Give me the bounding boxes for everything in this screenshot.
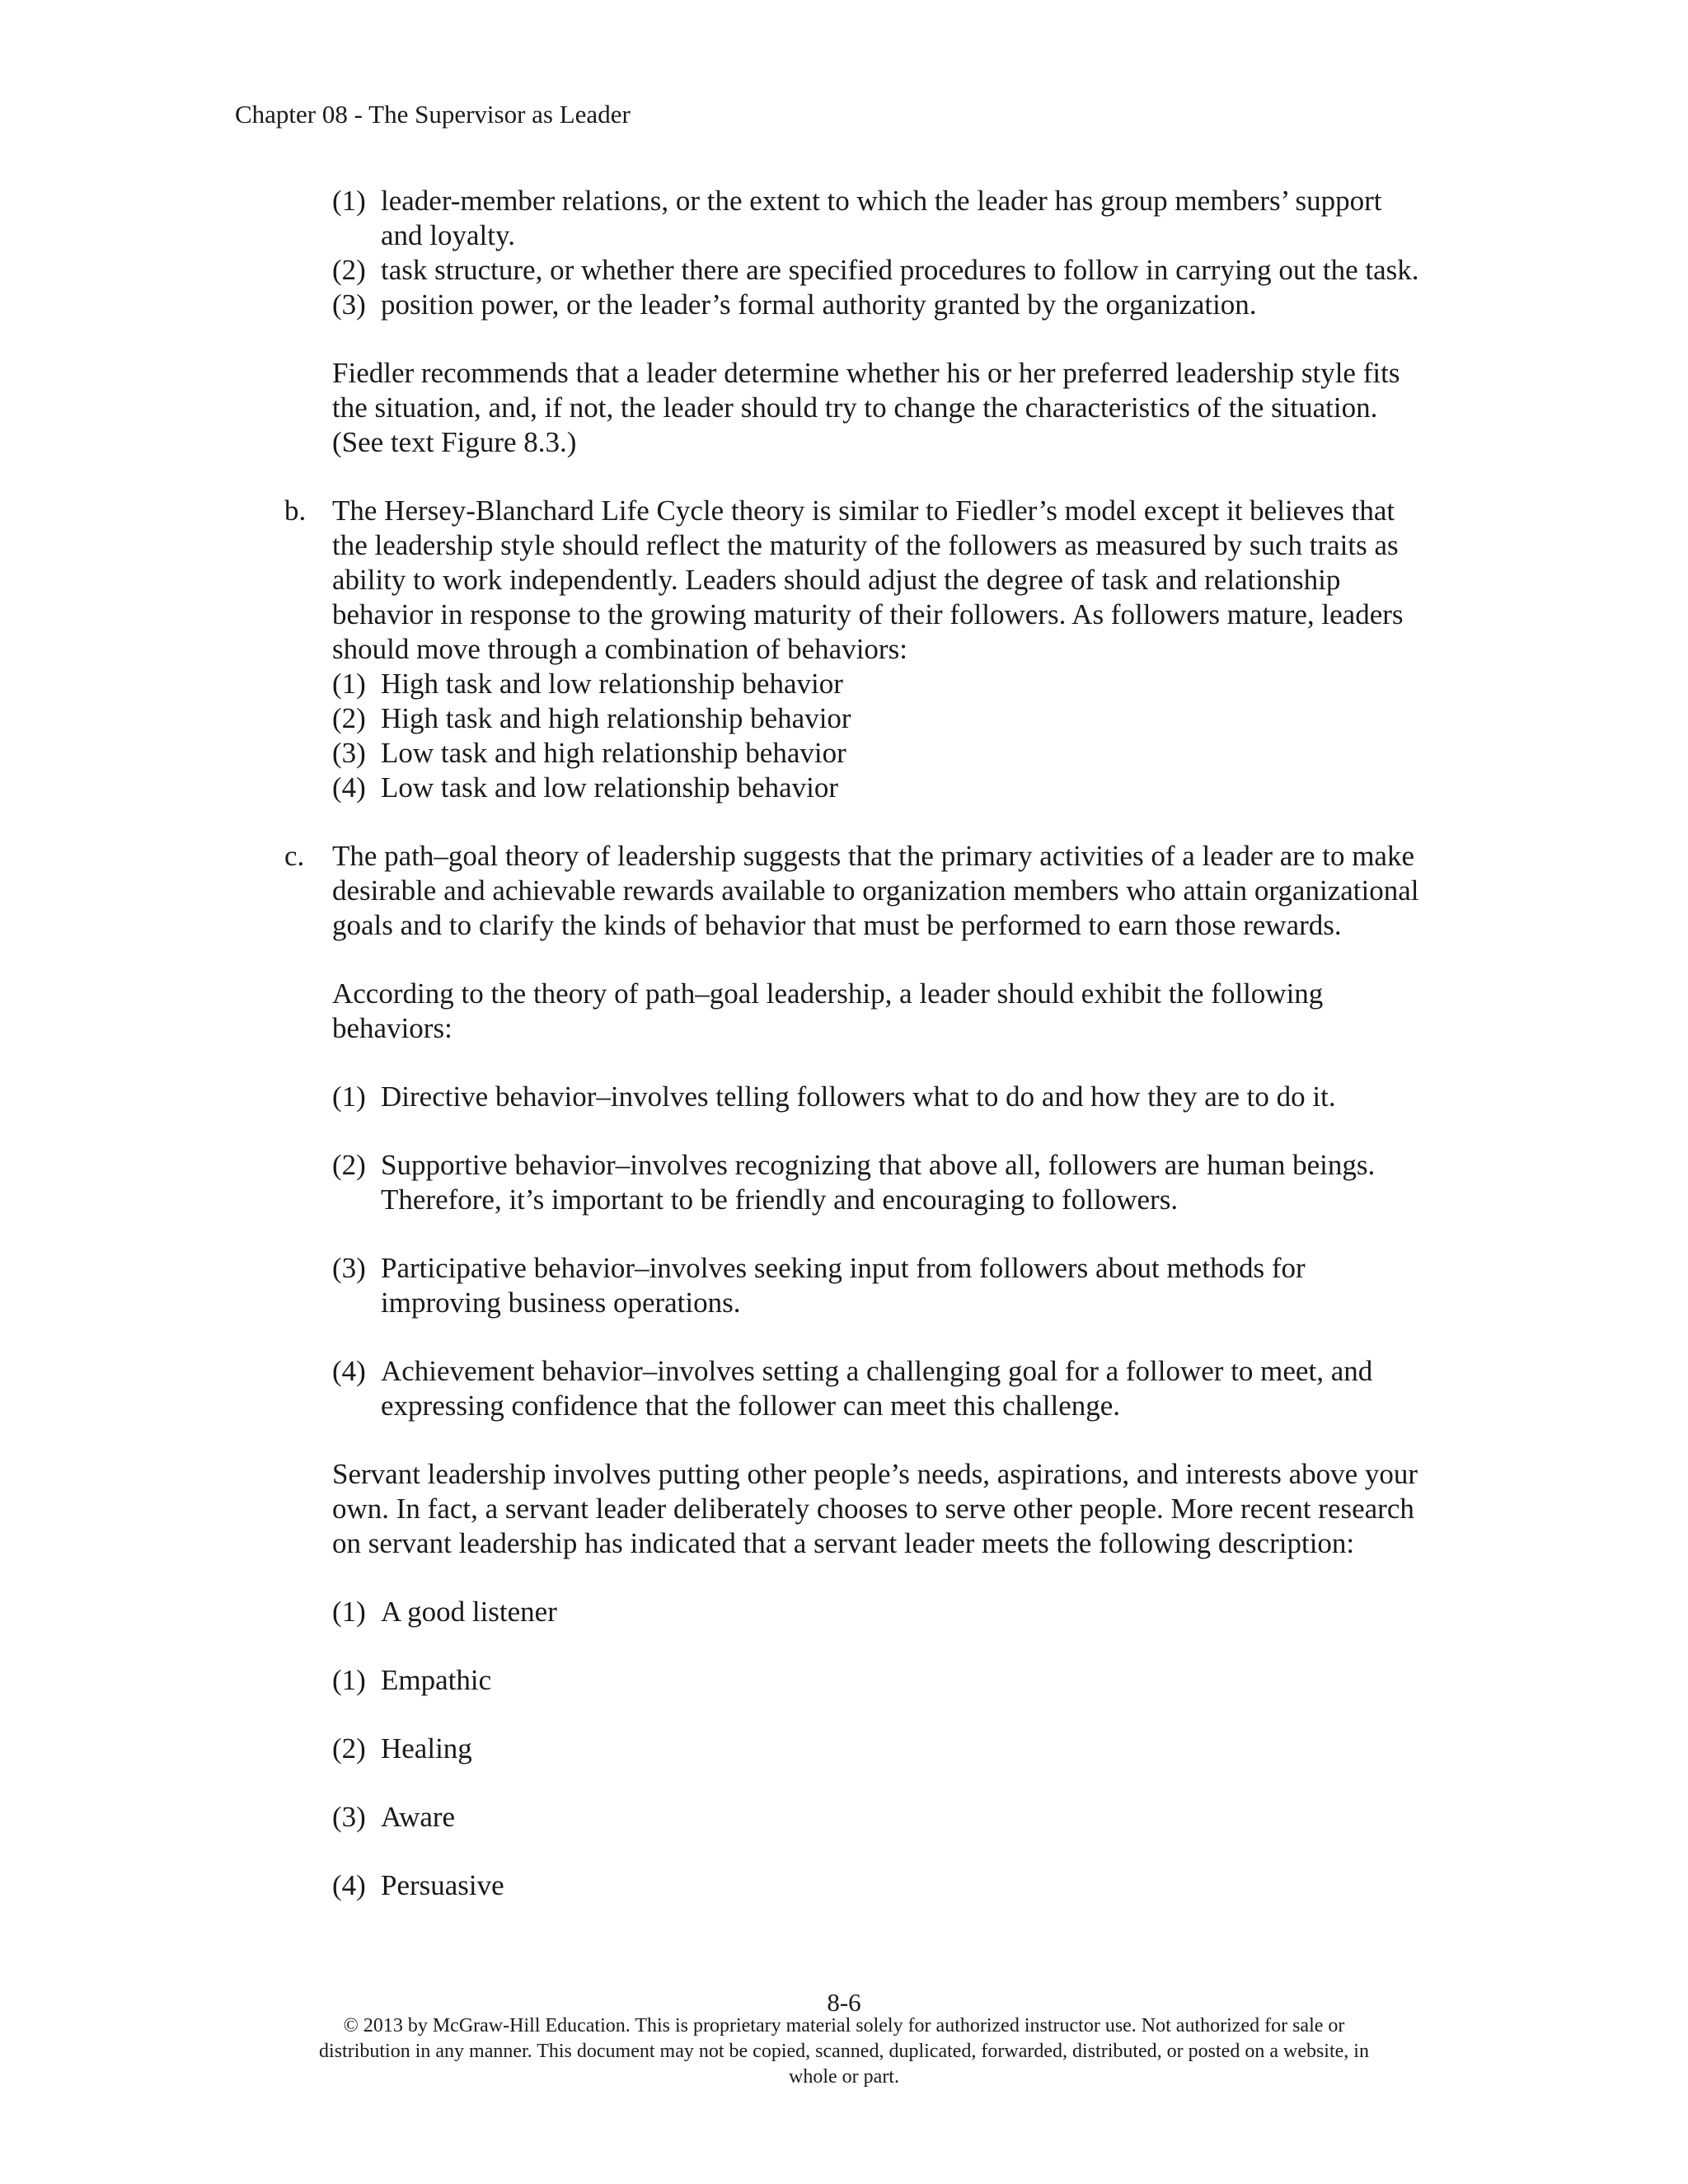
list-item-text: Achievement behavior–involves setting a challenging goal for a follower to meet, and [381,1355,1373,1387]
list-item-text: position power, or the leader’s formal authority granted by the organization. [381,288,1257,321]
list-number: (3) [332,288,366,321]
list-number: (4) [332,1355,366,1387]
paragraph-line: Fiedler recommends that a leader determine whether his or her preferred leadership style fits [332,357,1400,389]
list-number: (2) [332,254,366,286]
section-label: c. [284,840,305,872]
copyright-line: distribution in any manner. This document may not be copied, scanned, duplicated, forwarded, distributed, or posted on a website, in [319,2041,1369,2062]
list-number: (1) [332,668,366,700]
paragraph-line: should move through a combination of behaviors: [332,633,907,665]
list-item-text: Aware [381,1801,456,1833]
paragraph-line: Servant leadership involves putting other people’s needs, aspirations, and interests above your [332,1458,1418,1490]
list-number: (2) [332,1732,366,1765]
paragraph-line: the leadership style should reflect the maturity of the followers as measured by such traits as [332,529,1399,561]
list-item-text: High task and high relationship behavior [381,702,851,734]
paragraph-line: behavior in response to the growing maturity of their followers. As followers mature, leaders [332,598,1404,630]
copyright-line: © 2013 by McGraw-Hill Education. This is proprietary material solely for authorized instructor use. Not authorized for sale or [343,2015,1345,2036]
list-number: (4) [332,1869,366,1901]
paragraph-line: The Hersey-Blanchard Life Cycle theory is similar to Fiedler’s model except it believes that [332,494,1395,527]
page-header: Chapter 08 - The Supervisor as Leader [235,100,631,129]
list-number: (3) [332,1252,366,1284]
list-number: (1) [332,1596,366,1628]
list-number: (2) [332,1149,366,1181]
copyright-notice [0,2013,1688,2090]
list-item-text: Low task and low relationship behavior [381,771,839,804]
list-item-text: improving business operations. [381,1286,741,1319]
section-label: b. [284,494,307,527]
list-item-text: Directive behavior–involves telling followers what to do and how they are to do it. [381,1080,1336,1113]
list-item-text: Persuasive [381,1869,504,1901]
paragraph-line: own. In fact, a servant leader deliberately chooses to serve other people. More recent research [332,1493,1414,1525]
list-item-text: Low task and high relationship behavior [381,737,846,769]
list-number: (2) [332,702,366,734]
list-number: (4) [332,771,366,804]
list-number: (1) [332,185,366,217]
list-number: (3) [332,1801,366,1833]
list-number: (3) [332,737,366,769]
list-number: (1) [332,1664,366,1696]
list-item-text: Therefore, it’s important to be friendly and encouraging to followers. [381,1183,1179,1216]
paragraph-line: desirable and achievable rewards available to organization members who attain organizational [332,874,1419,907]
paragraph-line: ability to work independently. Leaders should adjust the degree of task and relationship [332,564,1341,596]
list-item-text: High task and low relationship behavior [381,668,843,700]
list-item-text: Supportive behavior–involves recognizing that above all, followers are human beings. [381,1149,1376,1181]
paragraph-line: the situation, and, if not, the leader should try to change the characteristics of the situation. [332,391,1378,424]
list-item-text: Healing [381,1732,472,1765]
list-item-text: Participative behavior–involves seeking input from followers about methods for [381,1252,1306,1284]
list-item-text: Empathic [381,1664,492,1696]
list-number: (1) [332,1080,366,1113]
list-item-text: expressing confidence that the follower can meet this challenge. [381,1390,1121,1422]
list-item-text: and loyalty. [381,219,515,251]
list-item-text: A good listener [381,1596,557,1628]
paragraph-line: goals and to clarify the kinds of behavior that must be performed to earn those rewards. [332,909,1342,941]
paragraph-line: According to the theory of path–goal leadership, a leader should exhibit the following [332,977,1324,1010]
paragraph-line: The path–goal theory of leadership suggests that the primary activities of a leader are to make [332,840,1414,872]
paragraph-line: (See text Figure 8.3.) [332,426,577,458]
list-item-text: task structure, or whether there are specified procedures to follow in carrying out the task. [381,254,1419,286]
paragraph-line: on servant leadership has indicated that a servant leader meets the following description: [332,1527,1355,1559]
page-number: 8-6 [827,1988,861,2017]
copyright-line: whole or part. [789,2066,899,2088]
list-item-text: leader-member relations, or the extent to which the leader has group members’ support [381,185,1382,217]
paragraph-line: behaviors: [332,1012,452,1044]
